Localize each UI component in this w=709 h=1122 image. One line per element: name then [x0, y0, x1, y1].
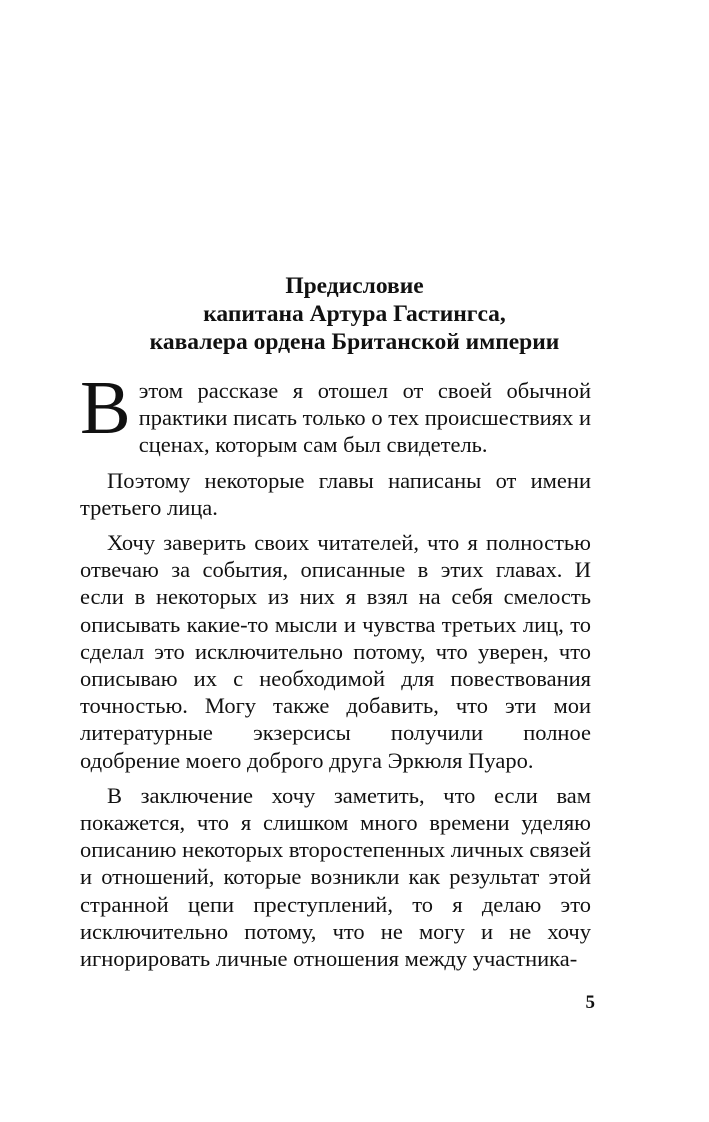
paragraph-1 — [80, 366, 591, 459]
paragraph-4: В заключение хочу заметить, что если вам покажется, что я слишком много времени уделяю описанию некоторых второстепенных личных связей и отношений, которые возникли как результат этой странной цепи преступлений, то я делаю это исключительно потому, что не могу и не хочу игнорировать личные отношения между участника- — [80, 782, 591, 972]
body-text — [80, 366, 591, 980]
heading-line-3: кавалера ордена Британской империи — [149, 329, 560, 355]
heading-line-1: Предисловие — [285, 273, 424, 299]
paragraph-1-text: этом рассказе я отошел от своей обычной практики писать только о тех происшествиях и сценах, которым сам был свидетель. — [138, 378, 591, 458]
paragraph-3: Хочу заверить своих читателей, что я полностью отвечаю за события, описанные в этих главах. И если в некоторых из них я взял на себя смелость описывать какие-то мысли и чувства третьих лиц, то сделал это исключительно потому, что уверен, что описываю их с необходимой для повествования точностью. Могу также добавить, что эти мои литературные экзерсисы получили полное одобрение моего доброго друга Эркюля Пуаро. — [80, 530, 591, 773]
paragraph-2: Поэтому некоторые главы написаны от имени третьего лица. — [80, 467, 591, 520]
preface-heading — [0, 272, 709, 356]
drop-cap: В — [80, 366, 131, 450]
page-number: 5 — [585, 992, 595, 1013]
heading-line-2: капитана Артура Гастингса, — [203, 301, 506, 327]
